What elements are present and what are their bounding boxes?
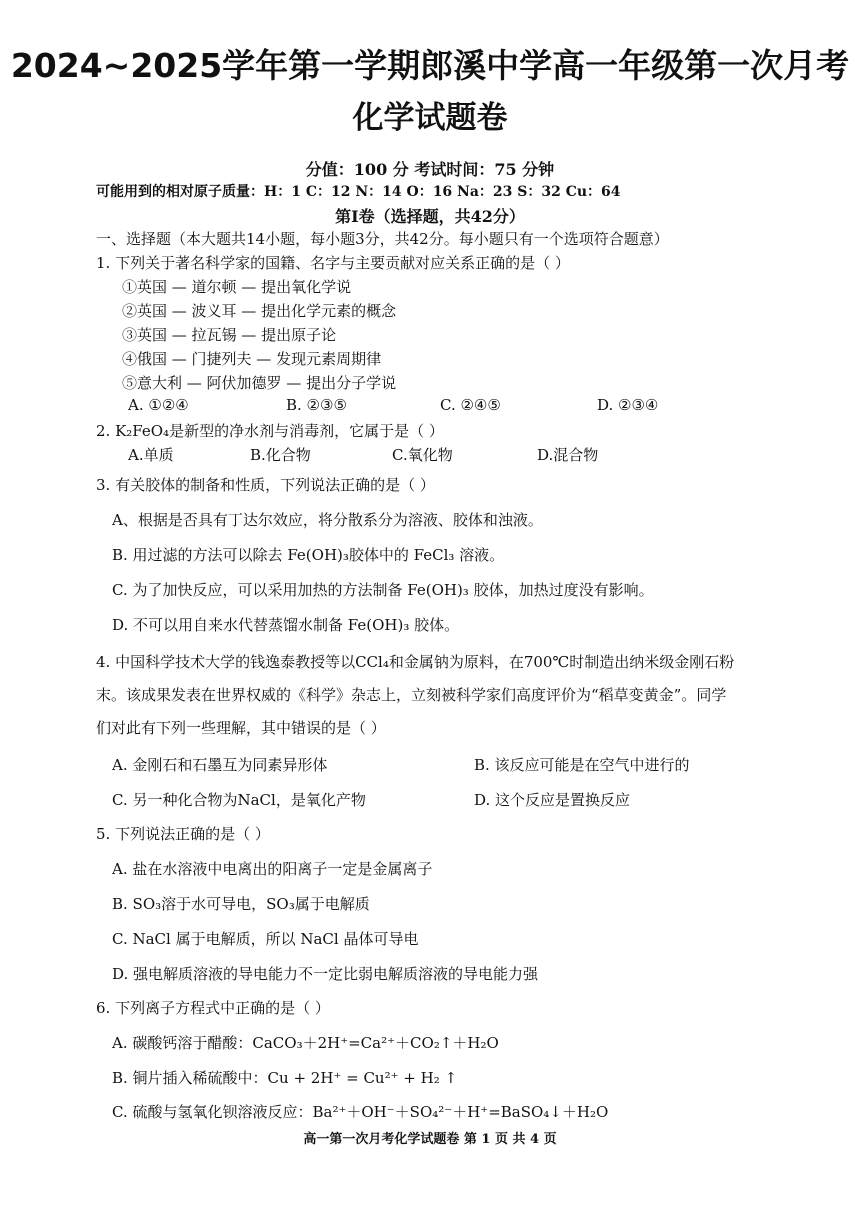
question-2-option-c: C.氧化物: [392, 446, 453, 464]
question-4-option-b: B. 该反应可能是在空气中进行的: [474, 756, 690, 774]
question-4-option-d: D. 这个反应是置换反应: [474, 791, 631, 809]
question-1-stem: 1. 下列关于著名科学家的国籍、名字与主要贡献对应关系正确的是（ ）: [96, 254, 570, 272]
question-5-option-b: B. SO₃溶于水可导电，SO₃属于电解质: [112, 895, 370, 913]
question-4-option-c: C. 另一种化合物为NaCl，是氧化产物: [112, 791, 366, 809]
question-1-item: ④俄国 — 门捷列夫 — 发现元素周期律: [122, 350, 382, 368]
question-6-option-a: A. 碳酸钙溶于醋酸：CaCO₃＋2H⁺=Ca²⁺＋CO₂↑＋H₂O: [112, 1034, 499, 1052]
question-3-option-b: B. 用过滤的方法可以除去 Fe(OH)₃胶体中的 FeCl₃ 溶液。: [112, 546, 505, 564]
section-heading: 第Ⅰ卷（选择题，共42分）: [335, 207, 525, 226]
question-6-option-b: B. 铜片插入稀硫酸中：Cu + 2H⁺ = Cu²⁺ + H₂ ↑: [112, 1069, 458, 1087]
question-2-option-b: B.化合物: [250, 446, 311, 464]
page-footer: 高一第一次月考化学试题卷 第 1 页 共 4 页: [303, 1132, 557, 1147]
question-1-item: ①英国 — 道尔顿 — 提出氧化学说: [122, 278, 352, 296]
question-1-item: ③英国 — 拉瓦锡 — 提出原子论: [122, 326, 337, 344]
exam-subtitle: 化学试题卷: [352, 100, 508, 136]
atomic-masses: 可能用到的相对原子质量：H：1 C：12 N：14 O：16 Na：23 S：32 Cu：64: [96, 184, 621, 200]
question-5-option-a: A. 盐在水溶液中电离出的阳离子一定是金属离子: [112, 860, 433, 878]
question-3-option-c: C. 为了加快反应，可以采用加热的方法制备 Fe(OH)₃ 胶体，加热过度没有影响。: [112, 581, 654, 599]
question-3-option-a: A、根据是否具有丁达尔效应，将分散系分为溶液、胶体和浊液。: [112, 511, 543, 529]
question-2-option-d: D.混合物: [537, 446, 599, 464]
section-instructions: 一、选择题（本大题共14小题，每小题3分，共42分。每小题只有一个选项符合题意）: [96, 230, 669, 248]
exam-meta: 分值：100 分 考试时间：75 分钟: [305, 160, 555, 179]
question-6-stem: 6. 下列离子方程式中正确的是（ ）: [96, 999, 330, 1017]
exam-title: 2024~2025学年第一学期郎溪中学高一年级第一次月考: [10, 46, 850, 85]
question-5-option-c: C. NaCl 属于电解质，所以 NaCl 晶体可导电: [112, 930, 419, 948]
question-1-option-b: B. ②③⑤: [286, 396, 347, 414]
question-2-option-a: A.单质: [128, 446, 174, 464]
question-2-stem: 2. K₂FeO₄是新型的净水剂与消毒剂，它属于是（ ）: [96, 422, 444, 440]
question-3-option-d: D. 不可以用自来水代替蒸馏水制备 Fe(OH)₃ 胶体。: [112, 616, 460, 634]
question-1-option-d: D. ②③④: [597, 396, 659, 414]
question-5-option-d: D. 强电解质溶液的导电能力不一定比弱电解质溶液的导电能力强: [112, 965, 539, 983]
question-1-option-a: A. ①②④: [128, 396, 189, 414]
question-1-item: ②英国 — 波义耳 — 提出化学元素的概念: [122, 302, 397, 320]
question-4-stem-line: 们对此有下列一些理解，其中错误的是（ ）: [96, 719, 386, 737]
question-4-option-a: A. 金刚石和石墨互为同素异形体: [112, 756, 328, 774]
question-5-stem: 5. 下列说法正确的是（ ）: [96, 825, 270, 843]
question-4-stem-line: 末。该成果发表在世界权威的《科学》杂志上，立刻被科学家们高度评价为“稻草变黄金”。同学: [96, 686, 727, 704]
question-1-item: ⑤意大利 — 阿伏加德罗 — 提出分子学说: [122, 374, 397, 392]
question-1-option-c: C. ②④⑤: [440, 396, 501, 414]
question-6-option-c: C. 硫酸与氢氧化钡溶液反应：Ba²⁺＋OH⁻＋SO₄²⁻＋H⁺=BaSO₄↓＋H₂O: [112, 1103, 609, 1121]
question-4-stem-line: 4. 中国科学技术大学的钱逸泰教授等以CCl₄和金属钠为原料，在700℃时制造出纳米级金刚石粉: [96, 653, 735, 671]
question-3-stem: 3. 有关胶体的制备和性质，下列说法正确的是（ ）: [96, 476, 435, 494]
